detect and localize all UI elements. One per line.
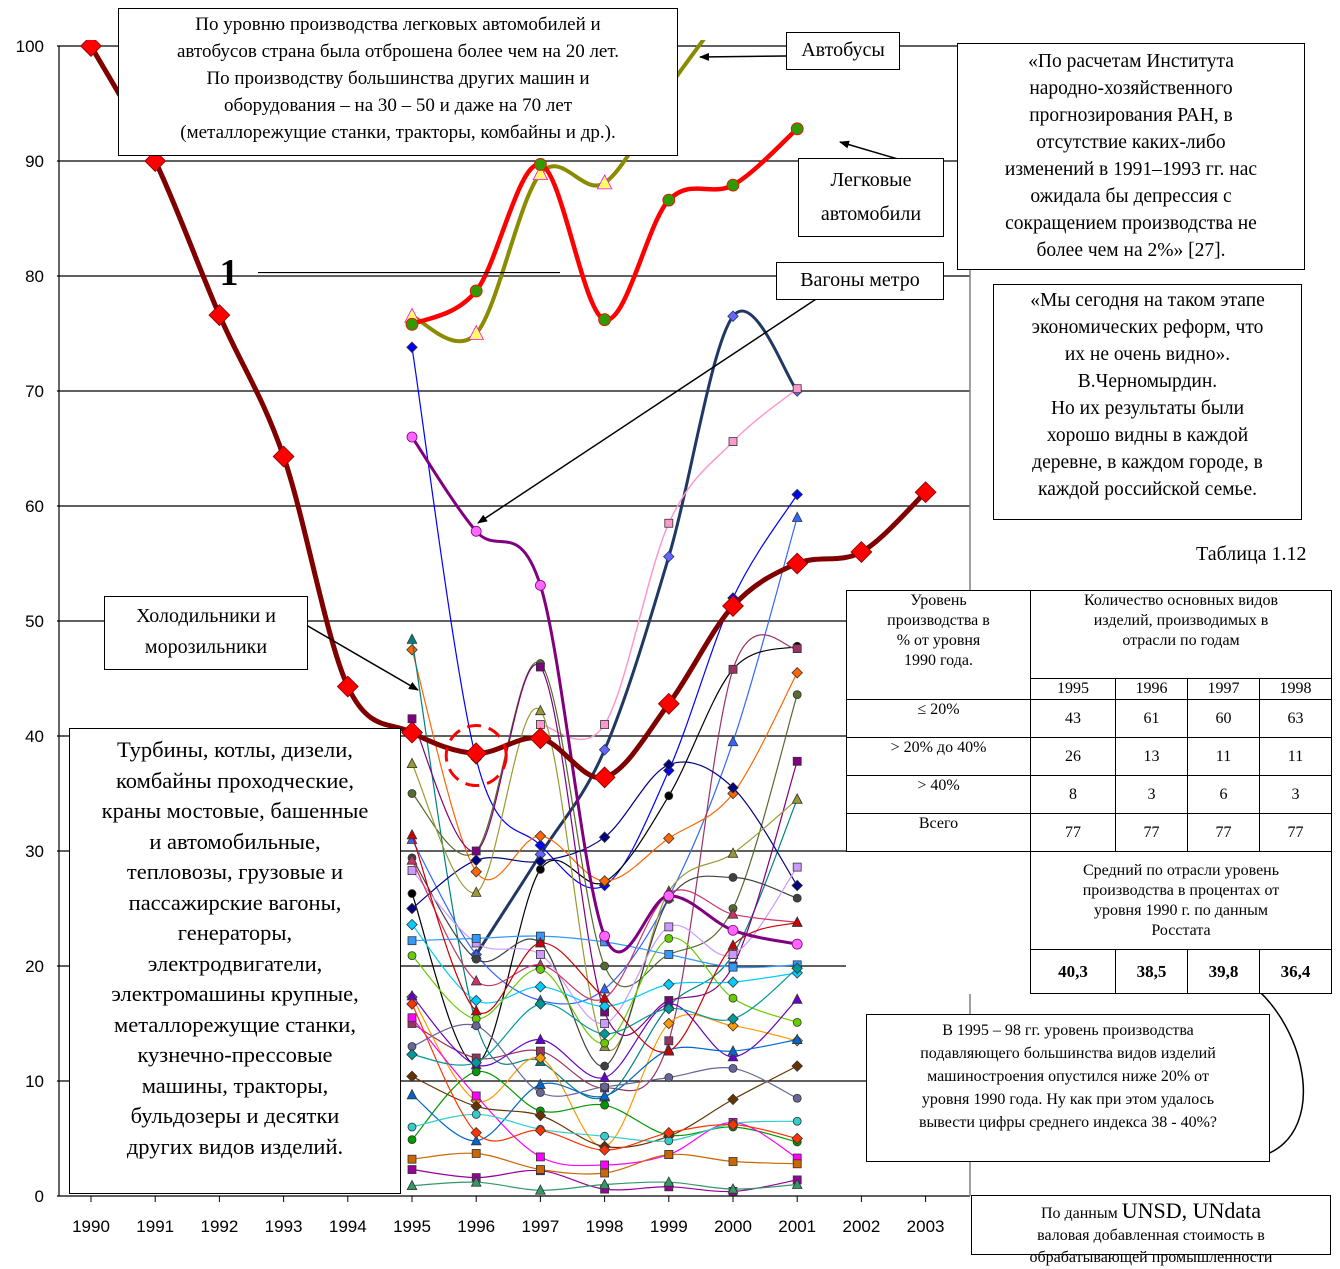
row-value: 11 [1188,738,1260,776]
top-line: автобусов страна была отброшена более чем на 20 лет. [177,41,619,62]
data-point [535,580,545,590]
data-point [664,979,674,989]
series-line [412,129,797,324]
data-point [536,1153,544,1161]
data-point [273,446,294,467]
data-point [793,894,801,902]
data-point [407,1090,417,1099]
series-line [412,437,797,952]
data-point [402,722,423,743]
row-value: 60 [1188,700,1260,738]
row-value: 77 [1188,814,1260,852]
chernomyrdin-quote-box [993,284,1302,520]
data-point [471,995,481,1005]
x-tick-label: 1993 [264,1217,303,1236]
head-left-line: производства в [887,612,990,629]
data-point [664,891,674,901]
data-point [600,1072,610,1081]
quote-line: хорошо видны в каждой [1046,425,1249,446]
data-point [793,1160,801,1168]
data-point [729,963,737,971]
data-point [594,767,615,788]
data-point [665,951,673,959]
data-point [535,982,545,992]
row-value: 77 [1260,814,1332,852]
quote-line: «Мы сегодня на таком этапе [1030,290,1265,311]
data-point [792,1061,802,1071]
row-value: 26 [1031,738,1116,776]
data-point [729,873,737,881]
data-point [536,706,546,715]
data-point [601,1062,609,1070]
data-point [407,1049,417,1059]
year-cell: 1997 [1188,679,1260,700]
data-point [408,1136,416,1144]
avg-caption-line: производства в процентах от [1082,881,1280,899]
ras-line: народно-хозяйственного [1029,78,1233,99]
data-point [601,1161,609,1169]
turbines-line: других видов изделий. [126,1133,344,1159]
ras-quote-box [957,43,1305,270]
data-point [792,489,802,499]
data-point [793,385,801,393]
data-point [793,1018,801,1026]
quote-line: Но их результаты были [1050,398,1245,419]
data-point [408,1014,416,1022]
data-point [536,951,544,959]
quote-line: каждой российской семье. [1038,479,1257,500]
turbines-line: машины, тракторы, [141,1072,329,1098]
head-right-line: изделий, производимых в [1093,612,1269,629]
avg-value: 38,5 [1116,950,1188,994]
data-point [408,1155,416,1163]
data-point [601,721,609,729]
quote-line: деревне, в каждом городе, в [1032,452,1263,473]
data-point [407,342,417,352]
ras-line: сокращением производства не [1005,213,1257,234]
cars-line: Легковые [830,169,912,191]
data-point [408,867,416,875]
data-point [729,1064,737,1072]
data-point [601,1083,609,1091]
series-line [412,347,797,888]
avg-caption-cell [1031,852,1332,950]
y-tick-label: 40 [25,727,44,746]
data-point [599,314,611,326]
y-tick-label: 100 [15,37,44,56]
data-point [472,1022,480,1030]
note-line: уровня 1990 года. Ну как при этом удалось [921,1091,1215,1108]
y-tick-label: 90 [25,152,44,171]
data-point [601,1132,609,1140]
ras-line: изменений в 1991–1993 гг. нас [1004,159,1258,180]
avg-caption-line: Средний по отрасли уровень [1082,861,1280,879]
turbines-line: тепловозы, грузовые и [126,859,344,884]
turbines-line: металлорежущие станки, [114,1011,356,1037]
y-tick-label: 50 [25,612,44,631]
data-point [408,937,416,945]
y-tick-label: 70 [25,382,44,401]
row-value: 13 [1116,738,1188,776]
data-point [536,721,544,729]
head-left-line: Уровень [910,592,967,609]
data-point [787,553,808,574]
x-tick-label: 2003 [906,1217,945,1236]
series-item [471,311,802,960]
y-tick-label: 20 [25,957,44,976]
data-point [600,984,610,993]
row-value: 3 [1260,776,1332,814]
metro-label [776,262,944,300]
annotation-arrow [301,622,418,690]
x-tick-label: 1998 [585,1217,624,1236]
data-point [407,830,417,839]
ras-line: прогнозирования РАН, в [1029,105,1233,126]
turbines-line: генераторы, [177,920,293,945]
turbines-line: и автомобильные, [149,828,321,854]
x-tick-label: 1991 [136,1217,175,1236]
annotation-arrow [478,270,860,523]
top-line: По производству большинства других машин и [206,68,590,89]
data-point [729,994,737,1002]
data-point [601,1101,609,1109]
row-value: 11 [1260,738,1332,776]
data-point [665,519,673,527]
y-tick-label: 10 [25,1072,44,1091]
data-point [407,758,417,767]
x-tick-label: 1990 [72,1217,110,1236]
turbines-line: электродвигатели, [147,950,323,976]
cars-line: автомобили [820,203,922,225]
year-cell: 1998 [1260,679,1332,700]
data-point [601,1039,609,1047]
data-point [535,831,545,841]
data-point [664,833,674,843]
data-point [793,757,801,765]
row-label: > 40% [847,776,1031,814]
data-point [728,1094,738,1104]
x-tick-label: 1994 [328,1217,367,1236]
data-point [665,1037,673,1045]
data-point [472,934,480,942]
question-note-box [866,1014,1270,1162]
quote-line: их не очень видно». [1064,344,1231,365]
avg-value: 40,3 [1031,950,1116,994]
data-point [408,1166,416,1174]
data-point [408,790,416,798]
series-line [540,389,797,740]
data-point [729,665,737,673]
data-point [470,285,482,297]
data-point [729,1158,737,1166]
x-tick-label: 1999 [649,1217,688,1236]
series-line [412,650,797,881]
data-point [472,1149,480,1157]
data-point [534,158,546,170]
series-item [407,645,803,887]
y-tick-label: 60 [25,497,44,516]
data-point [472,847,480,855]
row-label: ≤ 20% [847,700,1031,738]
data-point [792,939,802,949]
data-point [665,1074,673,1082]
data-point [599,745,609,755]
ras-line: «По расчетам Института [1028,51,1234,72]
x-tick-label: 2001 [778,1217,817,1236]
data-point [663,194,675,206]
top-line: По уровню производства легковых автомобилей и [195,14,601,35]
row-value: 63 [1260,700,1332,738]
data-point [729,951,737,959]
data-point [407,645,417,655]
quote-line: В.Черномырдин. [1077,371,1218,392]
data-point [728,977,738,987]
series-line [476,311,797,954]
data-point [472,1092,480,1100]
data-point [601,1020,609,1028]
turbines-line: Турбины, котлы, дизели, [117,737,353,762]
data-point [536,1166,544,1174]
data-point [407,432,417,442]
row-value: 8 [1031,776,1116,814]
data-point [792,994,802,1003]
data-point [407,1071,417,1081]
data-point [665,923,673,931]
turbines-line: комбайны проходческие, [116,767,354,793]
series-1-label: 1 [219,252,239,294]
note-line: вывести цифры среднего индекса 38 - 40%? [918,1114,1218,1131]
avg-value: 36,4 [1260,950,1332,994]
turbines-line: бульдозеры и десятки [130,1103,340,1128]
data-point [471,855,481,865]
year-cell: 1996 [1116,679,1188,700]
data-point [726,0,740,6]
series-named [407,432,802,952]
avg-caption-line: уровня 1990 г. по данным [1093,901,1269,919]
data-point [793,863,801,871]
data-point [407,919,417,929]
row-label: > 20% до 40% [847,738,1031,776]
annotation-arrow [700,56,786,57]
x-tick-label: 1995 [393,1217,431,1236]
turbines-line: кузнечно-прессовые [137,1042,333,1067]
data-point [728,737,738,746]
x-tick-label: 1992 [200,1217,239,1236]
data-point [600,931,610,941]
data-point [530,728,551,749]
data-point [665,792,673,800]
un-line: обрабатывающей промышленности [1029,1249,1273,1266]
buses-label [786,32,900,70]
ras-line: ожидала бы депрессия с [1030,186,1232,207]
metro-text: Вагоны метро [800,269,920,291]
data-point [466,743,487,764]
row-value: 77 [1116,814,1188,852]
data-point [536,965,544,973]
x-tick-label: 2002 [842,1217,881,1236]
data-point [792,668,802,678]
empty-cell [847,950,1031,994]
y-tick-label: 30 [25,842,44,861]
data-point [408,1123,416,1131]
data-point [793,1094,801,1102]
turbines-line: краны мостовые, башенные [101,798,369,823]
data-point [337,676,358,697]
un-pre: По данным [1040,1205,1122,1222]
head-left-cell [847,591,1031,700]
data-point [472,1110,480,1118]
un-line-1 [972,1200,1330,1225]
un-big: UNSD, UNdata [1121,1198,1262,1223]
data-point [728,848,738,857]
note-line: машиностроения опустился ниже 20% от [927,1068,1209,1085]
head-right-cell [1031,591,1332,679]
row-value: 61 [1116,700,1188,738]
y-tick-label: 80 [25,267,44,286]
data-point [728,1014,738,1024]
data-point [793,1117,801,1125]
empty-cell [847,852,1031,950]
data-point [471,526,481,536]
data-point [407,634,417,643]
row-value: 77 [1031,814,1116,852]
data-point [664,551,674,561]
data-point [792,512,802,521]
data-point [472,1068,480,1076]
row-value: 43 [1031,700,1116,738]
data-point [408,890,416,898]
turbines-line: пассажирские вагоны, [128,889,342,915]
year-cell: 1995 [1031,679,1116,700]
data-point [665,934,673,942]
series-item [407,342,803,891]
head-right-line: Количество основных видов [1083,592,1279,609]
note-line: подавляющего большинства видов изделий [920,1045,1216,1062]
row-label: Всего [847,814,1031,852]
x-tick-label: 1996 [457,1217,496,1236]
data-point [209,305,230,326]
data-point [535,999,545,1009]
data-point [81,36,102,57]
data-point [406,318,418,330]
data-point [601,1169,609,1177]
data-point [792,794,802,803]
fridges-label [104,596,308,670]
data-point [792,880,802,890]
cars-label [798,158,944,237]
data-point [408,715,416,723]
top-line: (металлорежущие станки, тракторы, комбайны и др.). [180,122,616,143]
data-point [536,1089,544,1097]
turbines-box [69,728,401,1194]
data-point [793,691,801,699]
row-value: 6 [1188,776,1260,814]
data-point [729,438,737,446]
ras-line: отсутствие каких-либо [1036,132,1226,153]
avg-caption-line: Росстата [1151,921,1211,939]
data-point [793,645,801,653]
fridges-line: морозильники [144,636,268,658]
quote-line: экономических реформ, что [1031,317,1264,338]
data-point [472,955,480,963]
data-point [536,663,544,671]
data-point [728,925,738,935]
head-left-line: 1990 года. [904,652,973,669]
table-title: Таблица 1.12 [1196,543,1307,565]
fridges-line: Холодильники и [136,605,276,627]
top-line: оборудования – на 30 – 50 и даже на 70 лет [223,95,573,116]
un-line: валовая добавленная стоимость в [1037,1227,1265,1244]
data-point [791,123,803,135]
data-point [727,179,739,191]
data-point [601,962,609,970]
buses-text: Автобусы [801,39,885,61]
turbines-line: электромашины крупные, [111,981,359,1006]
x-tick-label: 2000 [714,1217,752,1236]
data-point [408,952,416,960]
top-annotation-box [118,8,678,156]
unsd-source-box [971,1195,1331,1266]
avg-value: 39,8 [1188,950,1260,994]
data-point [665,1151,673,1159]
head-left-line: % от уровня [896,632,981,649]
series-item [407,512,802,1004]
x-tick-label: 1997 [521,1217,560,1236]
y-tick-label: 0 [34,1187,44,1206]
production-table [846,590,1332,994]
data-point [535,1125,545,1135]
row-value: 3 [1116,776,1188,814]
head-right-line: отрасли по годам [1122,632,1240,649]
ras-line: более чем на 2%» [27]. [1036,240,1226,261]
note-line: В 1995 – 98 гг. уровень производства [942,1022,1194,1039]
